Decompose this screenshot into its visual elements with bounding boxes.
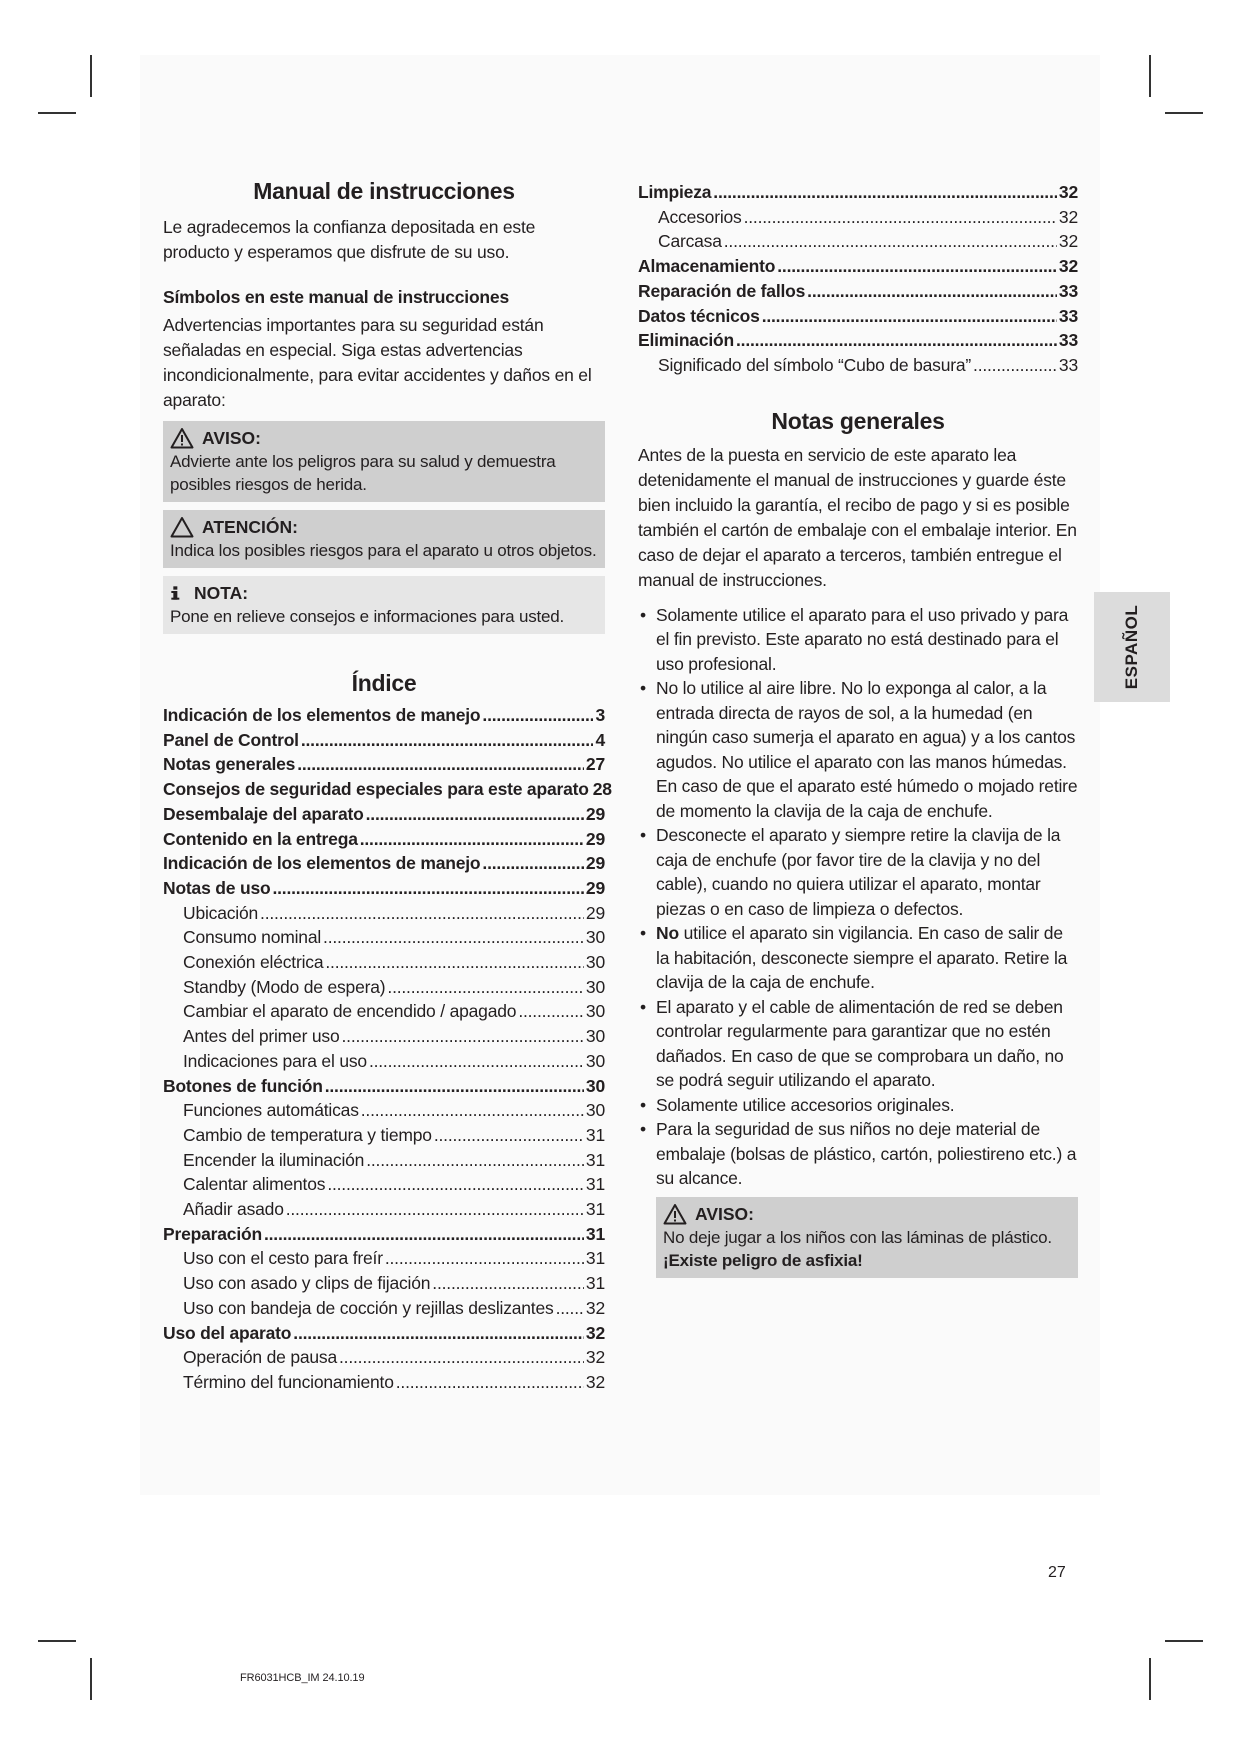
notice-label: ATENCIÓN: xyxy=(202,517,298,537)
toc-entry-label: Indicación de los elementos de manejo xyxy=(163,853,481,874)
notice-aviso-children xyxy=(656,1197,1078,1278)
notice-atencion xyxy=(163,510,605,568)
document-title: Manual de instrucciones xyxy=(253,178,515,204)
toc-entry xyxy=(163,777,612,802)
toc-entry-page: 29 xyxy=(585,828,605,849)
symbols-heading: Símbolos en este manual de instrucciones xyxy=(163,287,509,307)
toc-entry-label: Término del funcionamiento xyxy=(183,1371,394,1392)
toc-leader-dots xyxy=(366,1148,584,1173)
table-of-contents xyxy=(163,703,612,1395)
toc-entry xyxy=(163,1172,605,1197)
crop-mark xyxy=(38,112,76,114)
crop-mark xyxy=(1165,1640,1203,1642)
toc-entry-page: 32 xyxy=(585,1371,605,1392)
list-item: • Solamente utilice el aparato para el uso privado y para el fin previsto. Este aparato no está destinado para el uso profesional. xyxy=(638,603,1078,677)
toc-entry xyxy=(638,328,1078,353)
toc-entry-page: 3 xyxy=(595,705,605,725)
toc-leader-dots xyxy=(387,975,584,1000)
toc-entry-label: Contenido en la entrega xyxy=(163,828,358,849)
toc-entry-page: 32 xyxy=(585,1347,605,1368)
warning-triangle-icon xyxy=(663,1203,687,1225)
notice-aviso xyxy=(163,421,605,502)
info-icon xyxy=(170,582,186,604)
toc-entry xyxy=(163,1098,605,1123)
toc-leader-dots xyxy=(286,1197,584,1222)
toc-entry xyxy=(163,752,605,777)
toc-entry-page: 33 xyxy=(1058,354,1078,375)
intro-text: Le agradecemos la confianza depositada en este producto y esperamos que disfrute de su uso. xyxy=(163,217,536,262)
toc-entry-page: 32 xyxy=(585,1322,605,1343)
toc-leader-dots xyxy=(264,1222,584,1247)
list-item: • El aparato y el cable de alimentación de red se deben controlar regularmente para garantizar que no estén dañados. En caso de que se comprobara un daño, no se podrá seguir utilizando el aparato. xyxy=(638,995,1078,1093)
toc-entry-label: Panel de Control xyxy=(163,729,299,750)
toc-entry-page: 33 xyxy=(1058,280,1078,301)
toc-leader-dots xyxy=(556,1296,584,1321)
toc-leader-dots xyxy=(713,180,1057,205)
toc-entry-label: Cambiar el aparato de encendido / apagado xyxy=(183,1001,517,1022)
toc-entry-label: Desembalaje del aparato xyxy=(163,803,364,824)
toc-leader-dots xyxy=(360,827,584,852)
toc-leader-dots xyxy=(366,802,584,827)
toc-leader-dots xyxy=(482,851,584,876)
crop-mark xyxy=(38,1640,76,1642)
toc-entry xyxy=(638,205,1078,230)
toc-entry-label: Limpieza xyxy=(638,182,712,202)
toc-entry-page: 30 xyxy=(585,1100,605,1121)
toc-leader-dots xyxy=(973,353,1057,378)
right-column xyxy=(638,180,1078,1278)
toc-entry-label: Reparación de fallos xyxy=(638,280,806,301)
crop-mark xyxy=(1149,55,1151,97)
toc-leader-dots xyxy=(301,728,594,753)
toc-entry-label: Indicaciones para el uso xyxy=(183,1050,367,1071)
general-notes-title: Notas generales xyxy=(771,407,945,434)
toc-entry-page: 33 xyxy=(1058,305,1078,326)
list-item: • Para la seguridad de sus niños no deje material de embalaje (bolsas de plástico, cartón, poliestireno etc.) a su alcance. xyxy=(638,1117,1078,1191)
notice-text: Indica los posibles riesgos para el aparato u otros objetos. xyxy=(170,541,597,560)
toc-entry xyxy=(163,999,605,1024)
toc-entry-label: Carcasa xyxy=(658,231,722,252)
toc-entry-label: Calentar alimentos xyxy=(183,1174,326,1195)
toc-entry xyxy=(163,1197,605,1222)
toc-entry-label: Consejos de seguridad especiales para este aparato xyxy=(163,779,589,800)
toc-entry-page: 4 xyxy=(595,729,605,750)
toc-leader-dots xyxy=(396,1370,584,1395)
toc-entry-page: 32 xyxy=(585,1297,605,1318)
list-item xyxy=(638,921,1078,995)
table-of-contents-continued xyxy=(638,180,1078,378)
toc-entry-label: Significado del símbolo “Cubo de basura” xyxy=(658,354,972,375)
toc-entry xyxy=(163,1148,605,1173)
notice-label: NOTA: xyxy=(194,583,249,603)
toc-entry-page: 32 xyxy=(1058,206,1078,227)
notice-emphasis: ¡Existe peligro de asfixia! xyxy=(663,1250,863,1270)
toc-entry-label: Funciones automáticas xyxy=(183,1100,359,1121)
toc-entry-page: 30 xyxy=(585,1026,605,1047)
toc-entry-label: Cambio de temperatura y tiempo xyxy=(183,1124,432,1145)
toc-entry-label: Notas de uso xyxy=(163,877,271,898)
safety-list xyxy=(638,603,1078,1191)
toc-leader-dots xyxy=(361,1098,584,1123)
notice-text: No deje jugar a los niños con las láminas de plástico. xyxy=(663,1227,1052,1247)
toc-entry-page: 32 xyxy=(1058,182,1078,202)
list-item: • Solamente utilice accesorios originales. xyxy=(638,1093,1078,1118)
toc-leader-dots xyxy=(434,1123,584,1148)
toc-leader-dots xyxy=(342,1024,584,1049)
left-column xyxy=(163,178,612,1395)
toc-entry xyxy=(638,304,1078,329)
toc-entry-page: 27 xyxy=(585,754,605,775)
toc-entry xyxy=(163,1246,605,1271)
notice-label: AVISO: xyxy=(202,428,261,448)
toc-entry-page: 31 xyxy=(585,1223,605,1244)
toc-entry-label: Ubicación xyxy=(183,902,259,923)
toc-entry xyxy=(163,1370,605,1395)
toc-entry-label: Eliminación xyxy=(638,330,735,351)
toc-entry-page: 31 xyxy=(585,1273,605,1294)
toc-entry-page: 33 xyxy=(1058,330,1078,351)
toc-leader-dots xyxy=(323,925,584,950)
toc-entry-label: Uso con bandeja de cocción y rejillas deslizantes xyxy=(183,1297,554,1318)
toc-entry-label: Preparación xyxy=(163,1223,262,1244)
toc-entry xyxy=(163,925,605,950)
crop-mark xyxy=(90,55,92,97)
toc-entry xyxy=(163,1123,605,1148)
toc-entry xyxy=(638,229,1078,254)
toc-entry xyxy=(163,851,605,876)
caution-triangle-icon xyxy=(170,516,194,538)
toc-entry-label: Antes del primer uso xyxy=(183,1026,340,1047)
toc-entry-page: 32 xyxy=(1058,256,1078,277)
toc-entry-page: 30 xyxy=(585,952,605,973)
notice-nota xyxy=(163,576,605,634)
toc-entry-page: 30 xyxy=(585,1001,605,1022)
toc-leader-dots xyxy=(325,950,584,975)
toc-entry-page: 29 xyxy=(585,877,605,898)
toc-entry xyxy=(638,254,1078,279)
toc-entry-page: 31 xyxy=(585,1124,605,1145)
warning-triangle-icon xyxy=(170,427,194,449)
toc-entry xyxy=(163,901,605,926)
toc-leader-dots xyxy=(432,1271,584,1296)
toc-entry xyxy=(163,728,605,753)
toc-entry-page: 31 xyxy=(585,1199,605,1220)
toc-entry-label: Conexión eléctrica xyxy=(183,952,324,973)
list-item: • No lo utilice al aire libre. No lo exponga al calor, a la entrada directa de rayos de sol, a la humedad (en ningún caso sumerja el aparato en agua) y a los cantos agudos. No utilice el aparato con las manos húmedas. En caso de que el aparato esté húmedo o mojado retire de momento la clavija de la caja de enchufe. xyxy=(638,676,1078,823)
toc-leader-dots xyxy=(807,279,1057,304)
toc-leader-dots xyxy=(272,876,583,901)
toc-entry-page: 32 xyxy=(1058,231,1078,252)
toc-entry-page: 30 xyxy=(585,1075,605,1096)
toc-leader-dots xyxy=(325,1074,584,1099)
notice-label: AVISO: xyxy=(695,1203,754,1224)
toc-entry-page: 31 xyxy=(585,1174,605,1195)
bold-word: No xyxy=(656,923,679,944)
toc-leader-dots xyxy=(736,328,1057,353)
toc-leader-dots xyxy=(339,1345,584,1370)
toc-entry xyxy=(163,1345,605,1370)
toc-entry xyxy=(163,1049,605,1074)
toc-entry xyxy=(638,180,1078,205)
toc-entry xyxy=(163,703,605,728)
page-number: 27 xyxy=(1048,1564,1066,1581)
toc-entry xyxy=(163,950,605,975)
toc-entry xyxy=(163,1074,605,1099)
language-tab xyxy=(1094,592,1170,702)
list-item: • Desconecte el aparato y siempre retire la clavija de la caja de enchufe (por favor tire de la clavija y no del cable), cuando no quiera utilizar el aparato, montar piezas o en caso de limpieza o defectos. xyxy=(638,823,1078,921)
toc-entry-page: 29 xyxy=(585,803,605,824)
toc-entry-label: Encender la iluminación xyxy=(183,1149,365,1170)
toc-entry-label: Indicación de los elementos de manejo xyxy=(163,705,481,725)
toc-entry-label: Standby (Modo de espera) xyxy=(183,976,386,997)
toc-entry-label: Consumo nominal xyxy=(183,927,322,948)
toc-leader-dots xyxy=(762,304,1057,329)
general-intro: Antes de la puesta en servicio de este aparato lea detenidamente el manual de instrucciones y guarde éste bien incluido la garantía, el recibo de pago y si es posible también el cartón de embalaje con el embalaje interior. En caso de dejar el aparato a terceros, también entregue el manual de instrucciones. xyxy=(638,444,1077,590)
toc-entry-label: Almacenamiento xyxy=(638,256,776,277)
toc-leader-dots xyxy=(724,229,1057,254)
crop-mark xyxy=(1165,112,1203,114)
toc-entry-label: Datos técnicos xyxy=(638,305,760,326)
toc-entry xyxy=(163,876,605,901)
list-item-text: utilice el aparato sin vigilancia. En caso de salir de la habitación, desconecte siempre el aparato. Retire la clavija de la caja de enchufe. xyxy=(656,923,1068,993)
toc-entry xyxy=(163,1296,605,1321)
toc-entry-label: Operación de pausa xyxy=(183,1347,338,1368)
toc-leader-dots xyxy=(482,703,593,728)
language-tab-label: ESPAÑOL xyxy=(1122,604,1142,690)
toc-entry xyxy=(163,975,605,1000)
toc-entry-label: Añadir asado xyxy=(183,1199,284,1220)
toc-entry-label: Accesorios xyxy=(658,206,742,227)
toc-leader-dots xyxy=(518,999,584,1024)
crop-mark xyxy=(1149,1658,1151,1700)
toc-entry-page: 31 xyxy=(585,1149,605,1170)
toc-leader-dots xyxy=(744,205,1057,230)
toc-leader-dots xyxy=(385,1246,584,1271)
toc-entry-label: Botones de función xyxy=(163,1075,323,1096)
toc-entry xyxy=(638,353,1078,378)
toc-entry-page: 28 xyxy=(592,779,612,800)
toc-leader-dots xyxy=(297,752,584,777)
toc-entry-page: 29 xyxy=(585,902,605,923)
toc-entry-label: Uso con asado y clips de fijación xyxy=(183,1273,431,1294)
toc-entry xyxy=(163,1024,605,1049)
toc-entry xyxy=(163,1271,605,1296)
toc-entry-label: Uso con el cesto para freír xyxy=(183,1248,383,1269)
toc-entry xyxy=(163,802,605,827)
toc-entry xyxy=(163,1222,605,1247)
toc-entry xyxy=(163,827,605,852)
toc-leader-dots xyxy=(260,901,584,926)
toc-leader-dots xyxy=(369,1049,584,1074)
toc-leader-dots xyxy=(293,1321,584,1346)
toc-entry-page: 30 xyxy=(585,1050,605,1071)
toc-leader-dots xyxy=(777,254,1057,279)
footer-code: FR6031HCB_IM 24.10.19 xyxy=(240,1672,365,1684)
symbols-text: Advertencias importantes para su seguridad están señaladas en especial. Siga estas advertencias incondicionalmente, para evitar accidentes y daños en el aparato: xyxy=(163,315,592,410)
toc-entry-page: 30 xyxy=(585,927,605,948)
toc-entry-page: 30 xyxy=(585,976,605,997)
toc-leader-dots xyxy=(327,1172,584,1197)
toc-entry-page: 29 xyxy=(585,853,605,874)
toc-entry-page: 31 xyxy=(585,1248,605,1269)
crop-mark xyxy=(90,1658,92,1700)
toc-entry xyxy=(638,279,1078,304)
toc-entry-label: Uso del aparato xyxy=(163,1322,292,1343)
toc-entry-label: Notas generales xyxy=(163,754,296,775)
notice-text: Pone en relieve consejos e informaciones para usted. xyxy=(170,607,565,626)
notice-text: Advierte ante los peligros para su salud y demuestra posibles riesgos de herida. xyxy=(170,452,556,494)
index-title: Índice xyxy=(351,670,417,696)
toc-entry xyxy=(163,1321,605,1346)
